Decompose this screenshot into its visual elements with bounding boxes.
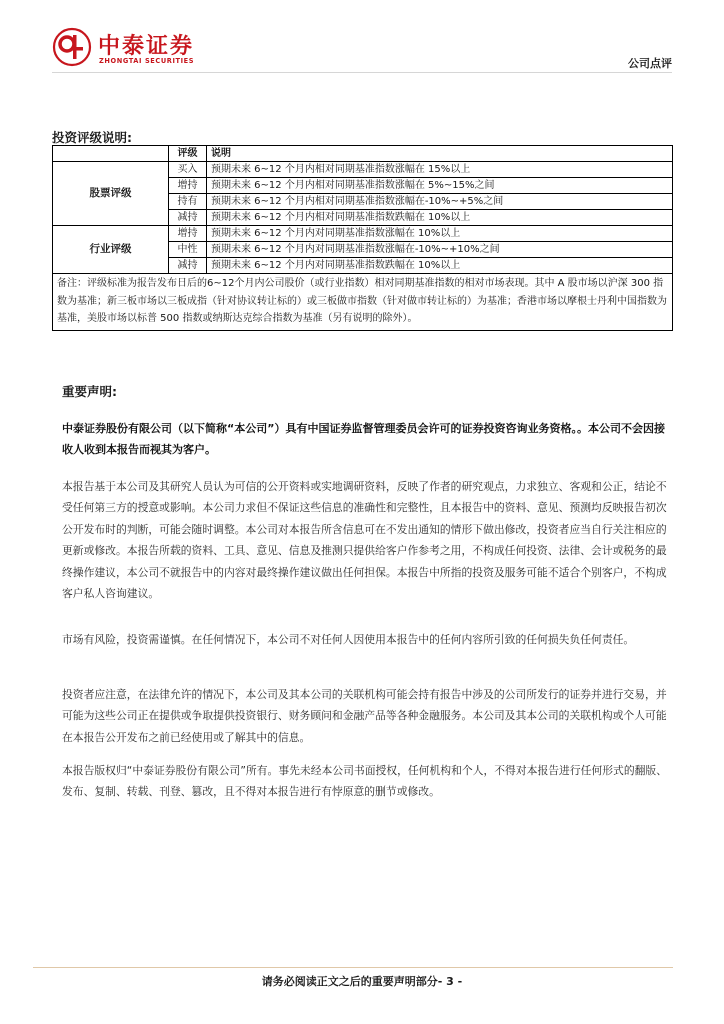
rating-level: 增持: [169, 178, 207, 194]
declaration-paragraph-5: 本报告版权归“中泰证券股份有限公司”所有。事先未经本公司书面授权，任何机构和个人，不得对本报告进行任何形式的翻版、发布、复制、转载、刊登、篡改，且不得对本报告进行有悖原意的删节或修改。: [62, 764, 668, 799]
table-row: [53, 162, 673, 178]
rating-description: 预期未来 6~12 个月内相对同期基准指数跌幅在 10%以上: [207, 210, 673, 226]
rating-level: 中性: [169, 242, 207, 258]
rating-description: 预期未来 6~12 个月内相对同期基准指数涨幅在-10%~+5%之间: [207, 194, 673, 210]
rating-description: 预期未来 6~12 个月内相对同期基准指数涨幅在 5%~15%之间: [207, 178, 673, 194]
header-level: 评级: [169, 146, 207, 162]
brand-name-en: ZHONGTAI SECURITIES: [99, 57, 195, 65]
company-logo: [52, 27, 232, 71]
document-type: 公司点评: [628, 57, 672, 70]
rating-description: 预期未来 6~12 个月内对同期基准指数涨幅在-10%~+10%之间: [207, 242, 673, 258]
header-description: 说明: [207, 146, 673, 162]
rating-level: 买入: [169, 162, 207, 178]
footer-divider: [33, 967, 673, 968]
table-header-row: [53, 146, 673, 162]
rating-level: 增持: [169, 226, 207, 242]
declaration-title: 重要声明:: [62, 384, 117, 399]
declaration-paragraph-4: 投资者应注意，在法律允许的情况下，本公司及其本公司的关联机构可能会持有报告中涉及的公司所发行的证券并进行交易，并可能为这些公司正在提供或争取提供投资银行、财务顾问和金融产品等各种金融服务。本公司及其本公司的关联机构或个人可能在本报告公开发布之前已经使用或了解其中的信息。: [62, 688, 667, 744]
rating-description: 预期未来 6~12 个月内对同期基准指数涨幅在 10%以上: [207, 226, 673, 242]
rating-description: 预期未来 6~12 个月内相对同期基准指数涨幅在 15%以上: [207, 162, 673, 178]
industry-rating-group: 行业评级: [53, 226, 169, 274]
header-divider: [52, 72, 672, 73]
declaration-paragraph-1: 中泰证券股份有限公司（以下简称“本公司”）具有中国证券监督管理委员会许可的证券投资咨询业务资格。。本公司不会因接收人收到本报告而视其为客户。: [62, 422, 665, 457]
table-row: [53, 226, 673, 242]
empty-header-cell: [53, 146, 169, 162]
declaration-paragraph-2: 本报告基于本公司及其研究人员认为可信的公开资料或实地调研资料，反映了作者的研究观点，力求独立、客观和公正，结论不受任何第三方的授意或影响。本公司力求但不保证这些信息的准确性和完整性，且本报告中的资料、意见、预测均反映报告初次公开发布时的判断，可能会随时调整。本公司对本报告所含信息可在不发出通知的情形下做出修改，投资者应当自行关注相应的更新或修改。本报告所载的资料、工具、意见、信息及推测只提供给客户作参考之用，不构成任何投资、法律、会计或税务的最终操作建议，本公司不就报告中的内容对最终操作建议做出任何担保。本报告中所指的投资及服务可能不适合个别客户，不构成客户私人咨询建议。: [62, 480, 667, 601]
rating-level: 减持: [169, 210, 207, 226]
declaration-paragraph-3: 市场有风险，投资需谨慎。在任何情况下，本公司不对任何人因使用本报告中的任何内容所引致的任何损失负任何责任。: [62, 633, 635, 646]
rating-description: 预期未来 6~12 个月内对同期基准指数跌幅在 10%以上: [207, 258, 673, 274]
rating-level: 减持: [169, 258, 207, 274]
page-footer: 请务必阅读正文之后的重要声明部分- 3 -: [261, 975, 463, 988]
rating-table: [52, 145, 673, 331]
rating-note: 备注：评级标准为报告发布日后的6~12个月内公司股价（或行业指数）相对同期基准指数的相对市场表现。其中 A 股市场以沪深 300 指数为基准；新三板市场以三板成指（针对协议转让标的）或三板做市指数（针对做市转让标的）为基准；香港市场以摩根士丹利中国指数为基准，美股市场以标普 500 指数或纳斯达克综合指数为基准（另有说明的除外）。: [53, 274, 673, 331]
rating-level: 持有: [169, 194, 207, 210]
page-header: [0, 0, 724, 80]
zhongtai-logo-icon: [52, 27, 92, 67]
brand-name-cn: 中泰证券: [98, 34, 195, 59]
table-note-row: [53, 274, 673, 331]
stock-rating-group: 股票评级: [53, 162, 169, 226]
rating-section-title: 投资评级说明:: [52, 130, 132, 145]
